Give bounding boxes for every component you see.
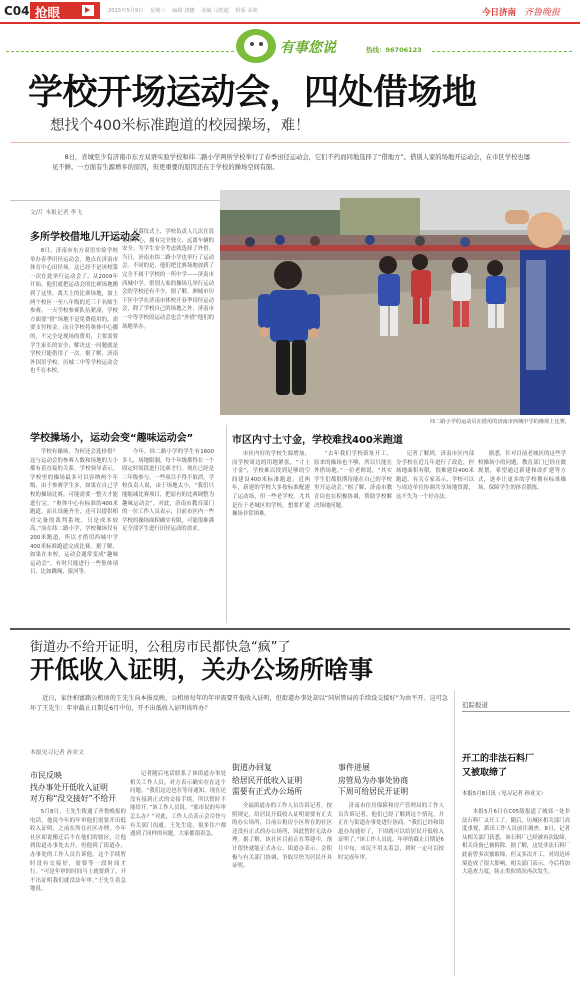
banner-speech-icon xyxy=(236,29,276,63)
article-text: 学校有操场，为何还会选择借？这与运动会的参赛人数和场地的大小都有着直接的关系。学校领导表示，学校里的操场最多可以容纳两个年级，由于参赛学生多，如果在自己学校的操场比赛，可能需要一整天才能进行完。“奥体中心有标准的400米跑道，而且设施齐全，还可以提供相对完备的裁判系统，只是成本较高。”而在纬二路小学，学校操场仅有200米跑道，所以才借用西城中学400米标准跑道完成比赛。据了解，如果在本校，运动会通常变成“趣味运动会”，有时只能进行一些集体项目，比如跳绳、拔河等。 xyxy=(30,449,118,576)
article-text: 开幕仪式上，学校负责人几次在说奥体中心，拥有完全独立、远离车辆的安全、为学生安全考虑就选择了外借。当日，济南市纬二路小学也举行了运动会。不同的是，他们把比赛场地放到了完全不属于学校的一所中学——济南市西城中学。借别人家的操场儿举行运动会的学校还有不少。据了解，洲城市历下区中学在济南市体校开春季田径运动会，除了学校自己的场地之外，济南市一中等学校的运动会也会“外借”他们的场地举办。 xyxy=(122,229,214,330)
photo-illustration xyxy=(220,190,570,415)
banner-hotline: 热线：96706123 xyxy=(366,46,422,54)
article-text: 记者了解到，济南市区内部分学校在近几年进行了改造，但场地面积有限，很难建设400米跑道。有关专家表示，学校可以与周边单位协调共享场地资源，这不失为一个好办法。 xyxy=(396,451,474,500)
lead-byline: 文/片 本报记者 李飞 xyxy=(30,210,83,216)
second-headline: 开低收入证明，关办公场所啥事 xyxy=(30,655,373,684)
divider xyxy=(10,628,570,630)
section-heading: 多所学校借地儿开运动会 xyxy=(30,232,140,243)
article-text: 济南市住房保障和房产管理局的工作人员告诉记者，他们已经了解到这个情况，并正在与街道办事处进行协商。“我们已经和街道办沟通好了，下周就可以给居民开低收入证明了。”该工作人员说，年审的截止日期是6月中旬，市民不用太着急，到时一定可以按时完成年审。 xyxy=(338,803,444,861)
section-heading: 街道办回复 xyxy=(232,763,272,772)
page-number: C04 xyxy=(4,4,30,18)
sidebar-rule xyxy=(462,711,570,712)
sidebar-text: 本报5月6日在C05版报道了城郊一处非法石料厂又开工了。随后，历城区相关部门高度重视，派出工作人员前往调查。8日，记者从相关部门获悉，该石料厂已经被再次取缔，相关设备已被拆除。据了解，这处非法石料厂此前曾多次被取缔，但又多次开工，对周边环境造成了很大影响。相关部门表示，今后将加大巡查力度，防止类似情况再次发生。 xyxy=(462,809,570,876)
section-heading: 事件进展 xyxy=(338,763,370,772)
article-text: 记者随后电话联系了该街道办事处相关工作人员，对方表示确实存在这个问题。“我们这边也在等待通知，现在还没有接到正式的交接手续，所以暂时不能给开。”该工作人员说。“那市民的年审怎么办？”对此，工作人员表示会尽快与有关部门沟通。王先生说，很多住户都遇到了同样的问题，大家都很着急。 xyxy=(130,771,226,838)
lead-subhead: 想找个400米标准跑道的校园操场，难！ xyxy=(50,118,310,134)
sidebar-byline: 本报5月8日讯（见习记者 孙业文） xyxy=(462,791,547,797)
article-text: 据悉，针对目前老城区的这些学校操场小的问题，教育部门已经在做规划，希望通过新建和改扩建等方式，逐步让更多的学校拥有标准操场，保障学生的体育锻炼。 xyxy=(478,451,566,492)
meta-designer: 美编 马铁超 xyxy=(201,8,229,14)
section-heading: 学校操场小，运动会变“趣味运动会” xyxy=(30,433,194,444)
brand-logo: 齐鲁晚报 xyxy=(524,8,561,18)
column-banner xyxy=(0,24,580,70)
section-heading: 市民反映 xyxy=(30,771,62,780)
brand-name: 今日济南 xyxy=(482,8,517,18)
second-kicker: 街道办不给开证明，公租房市民都快急“疯”了 xyxy=(30,640,291,655)
header-meta xyxy=(108,7,258,14)
section-heading: 市区内寸土寸金，学校难找400米跑道 xyxy=(232,435,403,446)
meta-editor: 编辑 唐鹏 xyxy=(172,8,195,14)
meta-layout: 组版 荣莉 xyxy=(235,8,258,14)
meta-weekday: 星期六 xyxy=(149,8,166,14)
sidebar-headline: 开工的非法石料厂 又被取缔了 xyxy=(462,754,535,778)
news-photo xyxy=(220,190,570,415)
divider xyxy=(10,142,570,143)
column-divider xyxy=(454,690,455,976)
second-intro: 近日，家住柏富路公租房的王先生向本报反映，公租房每年的年审需要开低收入证明，但街道办事处却以“同居管局的手续没交接好”为由不开。这可急坏了王先生：年审截止日期是6月中旬，开不出低收入证明该咋办？ xyxy=(30,695,448,712)
article-text: 8日，济南市东方双语实验学校举办春季田径运动会，地点在济南市体育中心田径场。这已经不是该校第一次在此举行运动会了。从2009年开始，他们就把运动会的比赛场地搬到了这里。离大上的比赛场地，加上两个校区一至八年级的近三千名师生参赛，一天学校参赛队伍紧凑，学校方面要“借”场地不是免费使用的，需要支付租金。而且学校将奥体中心挪的，不完全是现场的费用，主要需要学生家长的安全，解决这一问题就是学校只能借用了一次。据了解，济南外国语学校、历城二中等学校运动会也不在本校。 xyxy=(30,248,118,375)
article-text: 今年，纬二路小学的学生有1600多人，场地限制，每个年级都得在一个固定时间段进行比赛才行。现在已经是二年级参与，一些项目不得不取消。学校负责人说，由于场地太小，“我们只能缩减比赛项目，把原有的比赛调整为趣味运动会”。对此，济南市教育部门的一位工作人员表示，目前市区内一些学校的操场面积确实有限，可能很难满足全部学生进行田径运动的需求。 xyxy=(122,449,214,533)
photo-caption: 纬二路小学的运动员在借用的济南市西城中学的操场上比赛。 xyxy=(429,419,570,425)
column-divider xyxy=(226,425,227,623)
section-heading: 找办事处开低收入证明 对方称“没交接好”不给开 xyxy=(30,783,117,803)
page-header xyxy=(0,0,580,22)
section-tab xyxy=(30,2,100,19)
banner-title: 有事您说 xyxy=(280,40,336,56)
banner-line-right xyxy=(432,51,572,52)
article-text: 全福街道办的工作人员告诉记者，按照规定，给居民开低收入证明需要有正式的办公场所，目前公租房小区所在的社区还没有正式的办公场所，因此暂时无法办理。据了解，该社区目前正在筹建中，预计很快就能正式办公。街道办表示，会积极与有关部门协调，争取尽快为居民开具证明。 xyxy=(232,803,332,870)
article-text: 市区内好的学校生源增加，而学校周边的用地紧张，“寸土寸金”，学校难以找到足够的空间建设400米标准跑道。近两年，新建的学校大多按标准配建了运动场，但一些老学校，尤其是位于老城区的学校，想要扩建操场非常困难。 xyxy=(232,451,310,518)
banner-line-left xyxy=(6,51,234,52)
lead-headline: 学校开场运动会，四处借场地 xyxy=(28,73,477,113)
lead-intro: 8日，省城至少有济南市东方双语实验学校和纬二路小学两所学校举行了春季田径运动会，它们不约而同地选择了“借地方”。借别人家的场地开运动会，在市区学校也屡见不鲜。一方面有生源增多的原因，但更重要的原因还在于学校的操场空间有限。 xyxy=(52,154,530,171)
meta-date: 2015年5月9日 xyxy=(108,8,144,14)
section-label: 抢眼 xyxy=(35,5,61,20)
section-heading: 房管局为办事处协商 下周可给居民开证明 xyxy=(338,776,409,796)
article-text: 5月8日，王先生拨通了齐鲁晚报的电话，他说今年的年审他们需要开出低收入证明，之前在所在社区办理，今年社区却说搬迁后不在他们的辖区，让他到街道办事处去开。但他到了街道办，办事处的工作人员告诉他，这个手续暂时没有交接好，需要等一段时间才行。“可是年审的时间马上就要到了，开不出证明我们就没法年审。”王先生着急地说。 xyxy=(30,809,126,893)
second-byline: 本报见习记者 孙业文 xyxy=(30,750,85,756)
article-text: “去年我们学校新址开工，原来的操场也不够，所以只能在外借场地。”一位老师说，“其实学生们都很期待能在自己的学校里开运动会。”据了解，济南市教育局也在积极协调，帮助学校解决场地问题。 xyxy=(314,451,392,509)
section-heading: 给居民开低收入证明 需要有正式办公场所 xyxy=(232,776,303,796)
sidebar-label: 追踪报道 xyxy=(462,701,488,709)
